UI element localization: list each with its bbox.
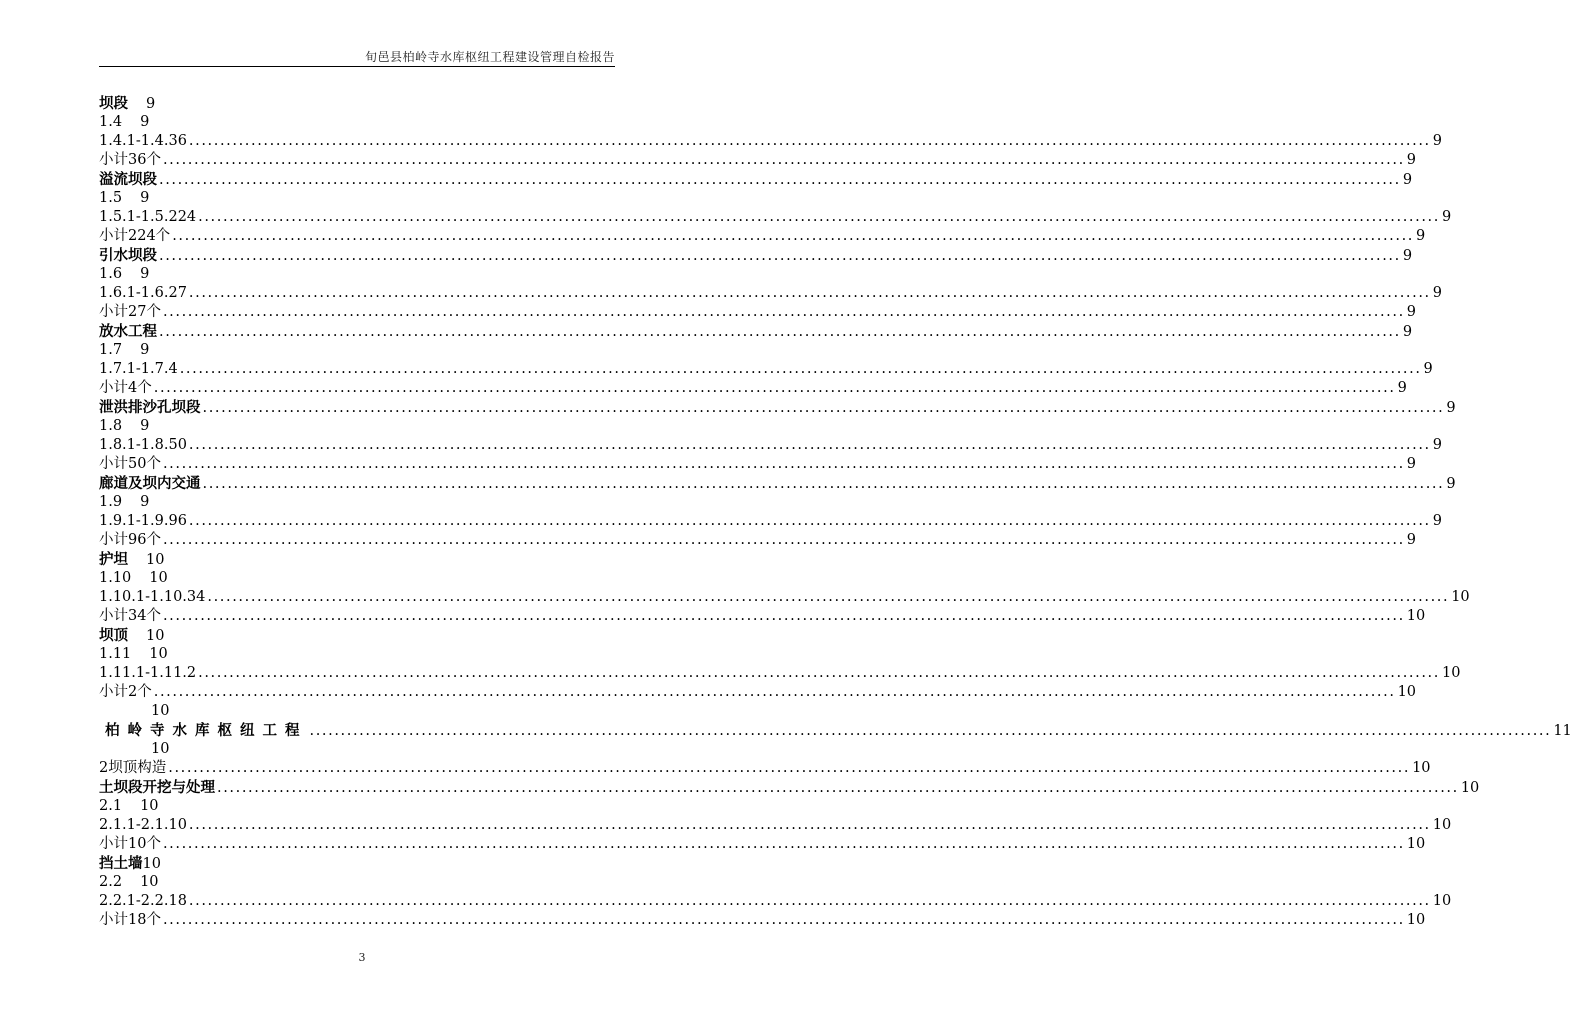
toc-entry[interactable] bbox=[99, 94, 616, 113]
toc-entry-page: 9 bbox=[1406, 456, 1417, 472]
toc-entry[interactable] bbox=[99, 569, 616, 588]
dot-leader: ........................................................................................................................................................................................................ bbox=[162, 912, 1405, 928]
toc-entry-page: 10 bbox=[1441, 665, 1461, 681]
toc-entry[interactable] bbox=[99, 873, 616, 892]
toc-entry-page: 9 bbox=[140, 494, 150, 510]
toc-entry[interactable] bbox=[99, 227, 1426, 246]
toc-entry-title: 引水坝段 bbox=[99, 247, 157, 264]
table-of-contents bbox=[99, 94, 1572, 930]
toc-entry-page: 9 bbox=[1446, 400, 1456, 416]
toc-entry-title: 小计50个 bbox=[99, 456, 161, 472]
toc-entry-page: 10 bbox=[1432, 893, 1452, 909]
toc-entry-title: 小计10个 bbox=[99, 836, 161, 852]
toc-entry-page: 9 bbox=[140, 266, 150, 282]
dot-leader: ........................................................................................................................................................................................................ bbox=[188, 437, 1431, 453]
toc-entry-page: 9 bbox=[1432, 437, 1442, 453]
toc-entry[interactable] bbox=[99, 474, 1456, 493]
dot-leader: ........................................................................................................................................................................................................ bbox=[159, 172, 1401, 188]
toc-entry-title: 挡土墙 bbox=[99, 855, 143, 872]
toc-entry[interactable] bbox=[99, 189, 616, 208]
toc-entry-title: 2.1 bbox=[99, 798, 123, 814]
dot-leader: ........................................................................................................................................................................................................ bbox=[172, 228, 1415, 244]
toc-entry[interactable] bbox=[99, 778, 1480, 797]
dot-leader: ........................................................................................................................................................................................................ bbox=[162, 532, 1405, 548]
toc-entry-title: 1.5 bbox=[99, 190, 123, 206]
toc-entry[interactable] bbox=[99, 455, 1417, 474]
header-rule bbox=[99, 66, 615, 67]
dot-leader: ........................................................................................................................................................................................................ bbox=[188, 285, 1431, 301]
toc-entry-page: 9 bbox=[1406, 532, 1417, 548]
toc-entry-page: 9 bbox=[1432, 133, 1442, 149]
toc-entry-title: 2.2.1-2.2.18 bbox=[99, 893, 187, 909]
toc-entry-page: 10 bbox=[1451, 589, 1470, 605]
toc-entry-title: 小计34个 bbox=[99, 608, 161, 624]
toc-entry-title: 1.11.1-1.11.2 bbox=[99, 665, 197, 681]
toc-entry[interactable] bbox=[99, 683, 1417, 702]
toc-entry-page: 10 bbox=[1397, 684, 1417, 700]
toc-entry-page: 9 bbox=[146, 96, 156, 112]
toc-entry-title: 小计2个 bbox=[99, 684, 152, 700]
toc-entry-title: 1.10.1-1.10.34 bbox=[99, 589, 206, 605]
toc-entry-title: 小计96个 bbox=[99, 532, 161, 548]
toc-entry-page: 10 bbox=[149, 646, 168, 662]
dot-leader: ........................................................................................................................................................................................................ bbox=[202, 400, 1445, 416]
toc-entry-page: 9 bbox=[1402, 324, 1413, 340]
toc-entry[interactable] bbox=[99, 797, 616, 816]
toc-entry-title: 1.6.1-1.6.27 bbox=[99, 285, 187, 301]
toc-entry-title: 小计4个 bbox=[99, 380, 152, 396]
toc-entry-page: 10 bbox=[1412, 760, 1431, 776]
toc-entry[interactable] bbox=[99, 208, 1452, 227]
toc-entry-page: 9 bbox=[140, 342, 150, 358]
toc-entry-page: 10 bbox=[140, 798, 159, 814]
toc-entry-title: 小计18个 bbox=[99, 912, 161, 928]
toc-entry[interactable] bbox=[99, 550, 616, 569]
page-number: 3 bbox=[358, 951, 366, 964]
toc-entry[interactable] bbox=[99, 512, 1442, 531]
toc-entry[interactable] bbox=[99, 740, 616, 759]
toc-entry-title: 1.7 bbox=[99, 342, 123, 358]
toc-entry-title: 护坦 bbox=[99, 551, 128, 568]
toc-entry[interactable] bbox=[99, 246, 1413, 265]
toc-entry[interactable] bbox=[99, 835, 1426, 854]
toc-entry-page: 9 bbox=[1402, 172, 1413, 188]
dot-leader: ........................................................................................................................................................................................................ bbox=[188, 513, 1431, 529]
toc-entry-page: 10 bbox=[151, 703, 170, 719]
toc-entry-title: 1.7.1-1.7.4 bbox=[99, 361, 178, 377]
toc-entry[interactable] bbox=[99, 664, 1461, 683]
toc-entry-page: 9 bbox=[1432, 285, 1442, 301]
toc-entry-title: 1.8.1-1.8.50 bbox=[99, 437, 187, 453]
toc-entry[interactable] bbox=[99, 892, 1452, 911]
toc-entry-page: 9 bbox=[140, 418, 150, 434]
toc-entry[interactable] bbox=[99, 151, 1417, 170]
toc-entry-page: 10 bbox=[1406, 836, 1426, 852]
toc-entry-title: 泄洪排沙孔坝段 bbox=[99, 399, 201, 416]
dot-leader: ........................................................................................................................................................................................................ bbox=[159, 324, 1401, 340]
toc-entry-page: 9 bbox=[1406, 304, 1417, 320]
toc-entry-page: 10 bbox=[146, 552, 165, 568]
toc-entry-page: 10 bbox=[1432, 817, 1452, 833]
toc-entry-page: 10 bbox=[146, 628, 165, 644]
toc-entry[interactable] bbox=[99, 417, 616, 436]
toc-entry-page: 9 bbox=[1441, 209, 1452, 225]
toc-entry[interactable] bbox=[99, 493, 616, 512]
toc-entry-page: 10 bbox=[1406, 912, 1426, 928]
dot-leader: ........................................................................................................................................................................................................ bbox=[162, 152, 1405, 168]
toc-entry-page: 9 bbox=[1397, 380, 1407, 396]
toc-entry-title: 廊道及坝内交通 bbox=[99, 475, 201, 492]
toc-entry[interactable] bbox=[99, 398, 1456, 417]
dot-leader: ........................................................................................................................................................................................................ bbox=[309, 723, 1552, 739]
toc-entry-page: 9 bbox=[1423, 361, 1433, 377]
dot-leader: ........................................................................................................................................................................................................ bbox=[217, 780, 1459, 796]
toc-entry[interactable] bbox=[99, 854, 616, 873]
toc-entry-title: 1.8 bbox=[99, 418, 123, 434]
toc-entry-title: 柏岭寺水库枢纽工程 bbox=[105, 722, 308, 739]
toc-entry-title: 1.9.1-1.9.96 bbox=[99, 513, 187, 529]
toc-entry-title: 1.10 bbox=[99, 570, 132, 586]
dot-leader: ........................................................................................................................................................................................................ bbox=[188, 893, 1431, 909]
toc-entry-page: 9 bbox=[140, 114, 150, 130]
dot-leader: ........................................................................................................................................................................................................ bbox=[198, 209, 1440, 225]
toc-entry-title: 2.2 bbox=[99, 874, 123, 890]
toc-entry[interactable] bbox=[99, 360, 1433, 379]
dot-leader: ........................................................................................................................................................................................................ bbox=[188, 133, 1431, 149]
toc-entry[interactable] bbox=[99, 436, 1442, 455]
toc-entry[interactable] bbox=[99, 588, 1470, 607]
toc-entry-title: 1.9 bbox=[99, 494, 123, 510]
toc-entry[interactable] bbox=[99, 265, 616, 284]
toc-entry[interactable] bbox=[99, 284, 1442, 303]
toc-entry-title: 2.1.1-2.1.10 bbox=[99, 817, 187, 833]
toc-entry-title: 1.11 bbox=[99, 646, 132, 662]
toc-entry[interactable] bbox=[99, 379, 1407, 398]
dot-leader: ........................................................................................................................................................................................................ bbox=[198, 665, 1440, 681]
toc-entry[interactable] bbox=[99, 170, 1413, 189]
toc-entry-title: 放水工程 bbox=[99, 323, 157, 340]
toc-entry[interactable] bbox=[99, 911, 1426, 930]
toc-entry[interactable] bbox=[99, 645, 616, 664]
toc-entry-page: 10 bbox=[149, 570, 168, 586]
toc-entry-page: 9 bbox=[1402, 248, 1413, 264]
dot-leader: ........................................................................................................................................................................................................ bbox=[179, 361, 1422, 377]
toc-entry-page: 10 bbox=[1460, 780, 1480, 796]
dot-leader: ........................................................................................................................................................................................................ bbox=[207, 589, 1450, 605]
toc-entry-page: 11 bbox=[1553, 723, 1572, 739]
toc-entry-title: 小计27个 bbox=[99, 304, 161, 320]
toc-entry-title: 溢流坝段 bbox=[99, 171, 157, 188]
dot-leader: ........................................................................................................................................................................................................ bbox=[162, 304, 1405, 320]
dot-leader: ........................................................................................................................................................................................................ bbox=[168, 760, 1411, 776]
dot-leader: ........................................................................................................................................................................................................ bbox=[162, 608, 1405, 624]
running-header: 旬邑县柏岭寺水库枢纽工程建设管理自检报告 bbox=[364, 50, 615, 64]
toc-entry-title: 小计224个 bbox=[99, 228, 171, 244]
toc-entry-page: 10 bbox=[151, 741, 170, 757]
dot-leader: ........................................................................................................................................................................................................ bbox=[202, 476, 1445, 492]
toc-entry-title: 1.6 bbox=[99, 266, 123, 282]
toc-entry[interactable] bbox=[99, 721, 1572, 740]
toc-entry[interactable] bbox=[99, 322, 1413, 341]
toc-entry[interactable] bbox=[99, 759, 1431, 778]
toc-entry-page: 10 bbox=[1406, 608, 1426, 624]
toc-entry[interactable] bbox=[99, 702, 616, 721]
toc-entry-title: 土坝段开挖与处理 bbox=[99, 779, 215, 796]
toc-entry[interactable] bbox=[99, 626, 616, 645]
dot-leader: ........................................................................................................................................................................................................ bbox=[188, 817, 1431, 833]
toc-entry[interactable] bbox=[99, 132, 1442, 151]
toc-entry-title: 1.4.1-1.4.36 bbox=[99, 133, 187, 149]
toc-entry-title: 1.5.1-1.5.224 bbox=[99, 209, 197, 225]
toc-entry-page: 9 bbox=[1406, 152, 1417, 168]
dot-leader: ........................................................................................................................................................................................................ bbox=[159, 248, 1401, 264]
toc-entry-page: 9 bbox=[1432, 513, 1442, 529]
toc-entry[interactable] bbox=[99, 531, 1417, 550]
toc-entry-page: 9 bbox=[1416, 228, 1426, 244]
dot-leader: ........................................................................................................................................................................................................ bbox=[153, 684, 1396, 700]
toc-entry-title: 坝段 bbox=[99, 95, 128, 112]
toc-entry-title: 坝顶 bbox=[99, 627, 128, 644]
toc-entry[interactable] bbox=[99, 303, 1417, 322]
toc-entry-page: 9 bbox=[140, 190, 150, 206]
toc-entry-title: 1.4 bbox=[99, 114, 123, 130]
toc-entry[interactable] bbox=[99, 341, 616, 360]
toc-entry[interactable] bbox=[99, 816, 1452, 835]
toc-entry-page: 10 bbox=[142, 856, 161, 872]
toc-entry-title: 2坝顶构造 bbox=[99, 760, 167, 776]
dot-leader: ........................................................................................................................................................................................................ bbox=[162, 456, 1405, 472]
toc-entry-page: 10 bbox=[140, 874, 159, 890]
toc-entry-page: 9 bbox=[1446, 476, 1456, 492]
dot-leader: ........................................................................................................................................................................................................ bbox=[162, 836, 1405, 852]
dot-leader: ........................................................................................................................................................................................................ bbox=[153, 380, 1396, 396]
toc-entry-title: 小计36个 bbox=[99, 152, 161, 168]
toc-entry[interactable] bbox=[99, 113, 616, 132]
toc-entry[interactable] bbox=[99, 607, 1426, 626]
